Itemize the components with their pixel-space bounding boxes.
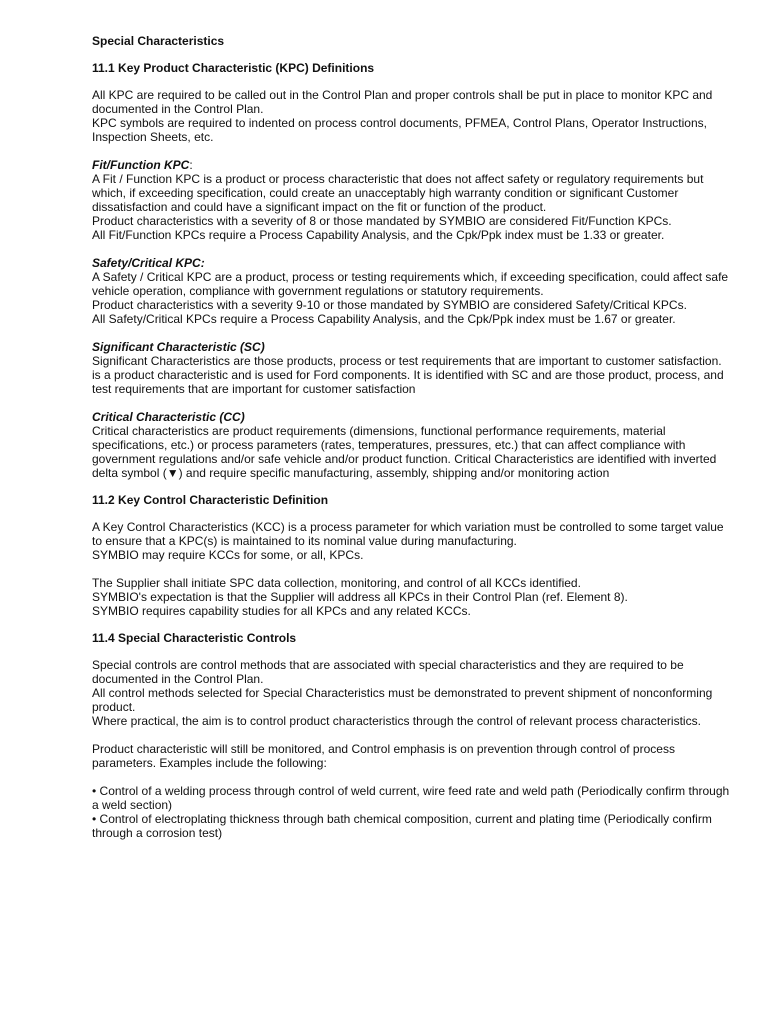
critical-subhead: Critical Characteristic (CC) [92, 410, 245, 424]
subhead-text: Fit/Function KPC [92, 158, 190, 172]
section-heading-controls: 11.4 Special Characteristic Controls [92, 631, 297, 645]
paragraph: All Safety/Critical KPCs require a Process Capability Analysis, and the Cpk/Ppk index must be 1.67 or greater. [92, 312, 676, 326]
paragraph: Product characteristic will still be monitored, and Control emphasis is on prevention through control of process parameters. Examples include the following: [92, 742, 675, 770]
bullet-item: • Control of a welding process through control of weld current, wire feed rate and weld path (Periodically confirm through a weld section) [92, 784, 730, 812]
paragraph: Critical characteristics are product requirements (dimensions, functional performance requirements, material specifications, etc.) or process parameters (rates, temperatures, pressures, etc.) that can affect compliance with government regulations and/or safe vehicle and/or product function. Critical Characteristics are identified with inverted delta symbol (▼) and require specific manufacturing, assembly, shipping and/or monitoring action [92, 424, 717, 480]
paragraph: The Supplier shall initiate SPC data collection, monitoring, and control of all KCCs identified. [92, 576, 581, 590]
paragraph: A Safety / Critical KPC are a product, process or testing requirements which, if exceeding specification, could affect safe vehicle operation, compliance with government regulations or statutory requirements. [92, 270, 729, 298]
bullet-item: • Control of electroplating thickness through bath chemical composition, current and plating time (Periodically confirm through a corrosion test) [92, 812, 712, 840]
paragraph: Special controls are control methods that are associated with special characteristics and they are required to be documented in the Control Plan. [92, 658, 684, 686]
section-heading-kpc: 11.1 Key Product Characteristic (KPC) Definitions [92, 61, 375, 75]
fit-function-subhead [92, 158, 732, 172]
paragraph: KPC symbols are required to indented on process control documents, PFMEA, Control Plans, Operator Instructions, Inspection Sheets, etc. [92, 116, 707, 144]
paragraph: All control methods selected for Special Characteristics must be demonstrated to prevent shipment of nonconforming product. [92, 686, 713, 714]
subhead-colon: : [189, 158, 193, 172]
safety-critical-subhead: Safety/Critical KPC: [92, 256, 205, 270]
paragraph: Where practical, the aim is to control product characteristics through the control of relevant process characteristics. [92, 714, 701, 728]
paragraph: All KPC are required to be called out in the Control Plan and proper controls shall be put in place to monitor KPC and documented in the Control Plan. [92, 88, 713, 116]
paragraph: SYMBIO's expectation is that the Supplier will address all KPCs in their Control Plan (ref. Element 8). [92, 590, 628, 604]
paragraph: SYMBIO may require KCCs for some, or all, KPCs. [92, 548, 364, 562]
section-heading-kcc: 11.2 Key Control Characteristic Definition [92, 493, 329, 507]
paragraph: SYMBIO requires capability studies for all KPCs and any related KCCs. [92, 604, 471, 618]
significant-subhead: Significant Characteristic (SC) [92, 340, 265, 354]
paragraph: Product characteristics with a severity of 8 or those mandated by SYMBIO are considered Fit/Function KPCs. [92, 214, 672, 228]
paragraph: Product characteristics with a severity 9-10 or those mandated by SYMBIO are considered Safety/Critical KPCs. [92, 298, 687, 312]
paragraph: Significant Characteristics are those products, process or test requirements that are important to customer satisfaction. [92, 354, 722, 368]
paragraph: All Fit/Function KPCs require a Process Capability Analysis, and the Cpk/Ppk index must be 1.33 or greater. [92, 228, 665, 242]
document-title: Special Characteristics [92, 34, 225, 48]
paragraph: A Fit / Function KPC is a product or process characteristic that does not affect safety or regulatory requirements but which, if exceeding specification, could create an unacceptably high warranty condition or significant Customer dissatisfaction and could have a significant impact on the fit or function of the product. [92, 172, 704, 214]
paragraph: A Key Control Characteristics (KCC) is a process parameter for which variation must be controlled to some target value to ensure that a KPC(s) is maintained to its nominal value during manufacturing. [92, 520, 724, 548]
paragraph: is a product characteristic and is used for Ford components. It is identified with SC and are those product, process, and test requirements that are important for customer satisfaction [92, 368, 724, 396]
document-page [92, 34, 732, 840]
